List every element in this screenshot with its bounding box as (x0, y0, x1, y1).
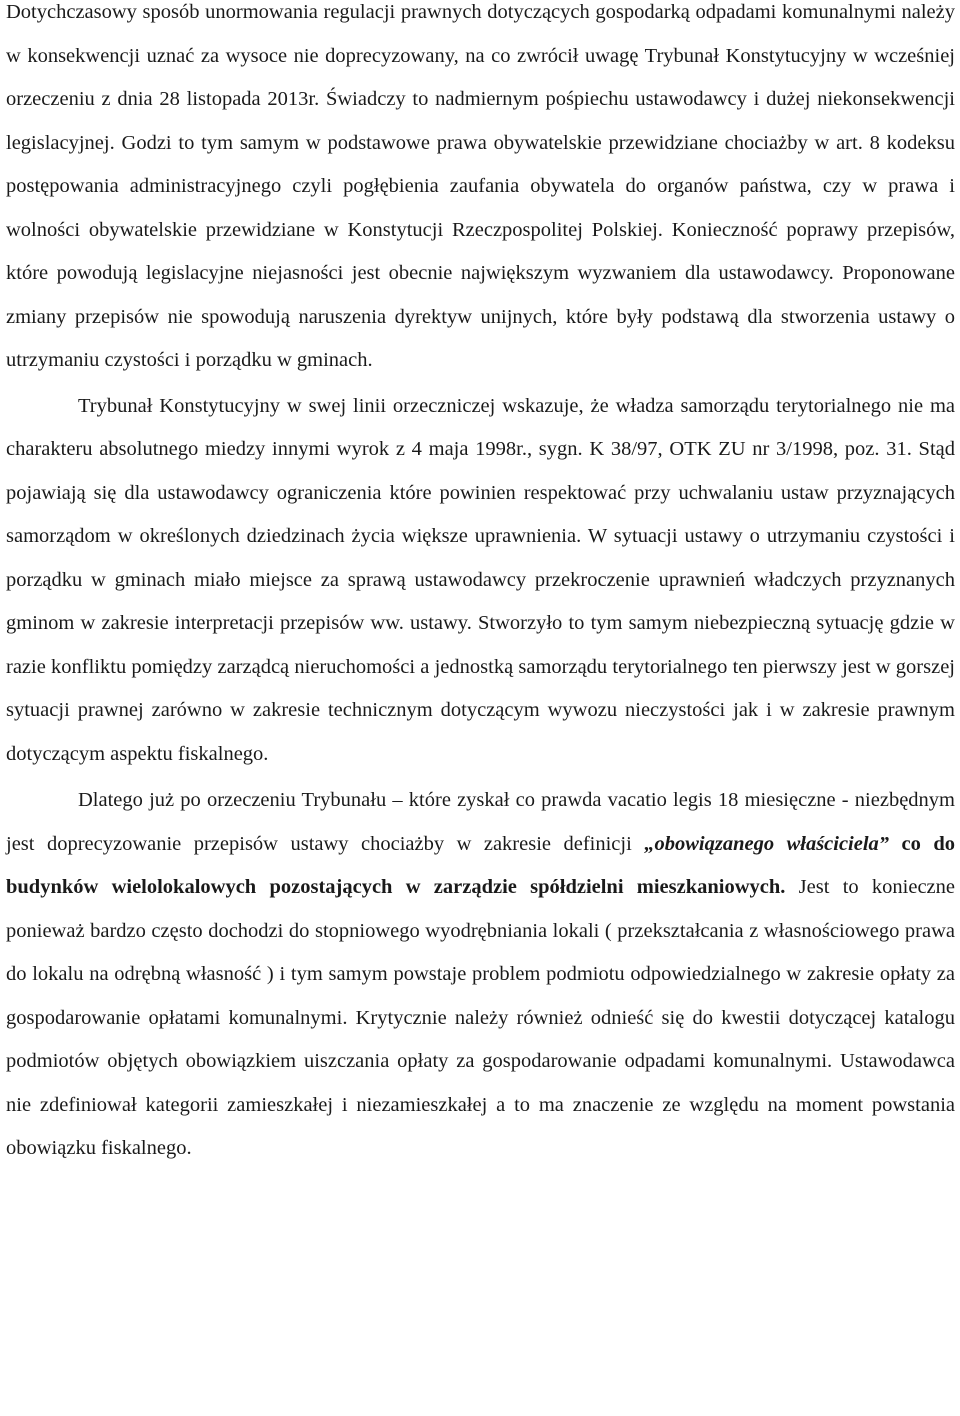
paragraph-1: Dotychczasowy sposób unormowania regulacji prawnych dotyczących gospodarką odpadami komunalnymi należy w konsekwencji uznać za wysoce nie doprecyzowany, na co zwrócił uwagę Trybunał Konstytucyjny w wcześniej orzeczeniu z dnia 28 listopada 2013r. Świadczy to nadmiernym pośpiechu ustawodawcy i dużej niekonsekwencji legislacyjnej. Godzi to tym samym w podstawowe prawa obywatelskie przewidziane chociażby w art. 8 kodeksu postępowania administracyjnego czyli pogłębienia zaufania obywatela do organów państwa, czy w prawa i wolności obywatelskie przewidziane w Konstytucji Rzeczpospolitej Polskiej. Konieczność poprawy przepisów, które powodują legislacyjne niejasności jest obecnie największym wyzwaniem dla ustawodawcy. Proponowane zmiany przepisów nie spowodują naruszenia dyrektyw unijnych, które były podstawą dla stworzenia ustawy o utrzymaniu czystości i porządku w gminach. (6, 1, 955, 371)
emphasized-phrase: co do budynków wielolokalowych pozostających w zarządzie spółdzielni mieszkaniowych. (6, 832, 956, 898)
paragraph-3 (6, 779, 955, 1171)
paragraph-2: Trybunał Konstytucyjny w swej linii orzeczniczej wskazuje, że władza samorządu terytorialnego nie ma charakteru absolutnego miedzy innymi wyrok z 4 maja 1998r., sygn. K 38/97, OTK ZU nr 3/1998, poz. 31. Stąd pojawiają się dla ustawodawcy ograniczenia które powinien respektować przy uchwalaniu ustaw przyznających samorządom w określonych dziedzinach życia większe uprawnienia. W sytuacji ustawy o utrzymaniu czystości i porządku w gminach miało miejsce za sprawą ustawodawcy przekroczenie uprawnień władczych przyznanych gminom w zakresie interpretacji przepisów ww. ustawy. Stworzyło to tym samym niebezpieczną sytuację gdzie w razie konfliktu pomiędzy zarządcą nieruchomości a jednostką samorządu terytorialnego ten pierwszy jest w gorszej sytuacji prawnej zarówno w zakresie technicznym dotyczącym wywozu nieczystości jak i w zakresie prawnym dotyczącym aspektu fiskalnego. (6, 394, 955, 765)
paragraph-3-text-end: Jest to konieczne ponieważ bardzo często dochodzi do stopniowego wyodrębniania lokali ( przekształcania z własnościowego prawa do lokalu na odrębną własność ) i tym samym powstaje problem podmiotu odpowiedzialnego w zakresie opłaty za gospodarowanie opłatami komunalnymi. Krytycznie należy również odnieść się do kwestii dotyczącej katalogu podmiotów objętych obowiązkiem uiszczania opłaty za gospodarowanie odpadami komunalnymi. Ustawodawca nie zdefiniował kategorii zamieszkałej i niezamieszkałej a to ma znaczenie ze względu na moment powstania obowiązku fiskalnego. (6, 876, 955, 1159)
paragraph-3-text-start: Dlatego już po orzeczeniu Trybunału – które zyskał co prawda vacatio legis 18 miesięczne - niezbędnym jest doprecyzowanie przepisów ustawy chociażby w zakresie definicji (6, 789, 955, 855)
defined-term: „obowiązanego właściciela” (644, 832, 890, 855)
